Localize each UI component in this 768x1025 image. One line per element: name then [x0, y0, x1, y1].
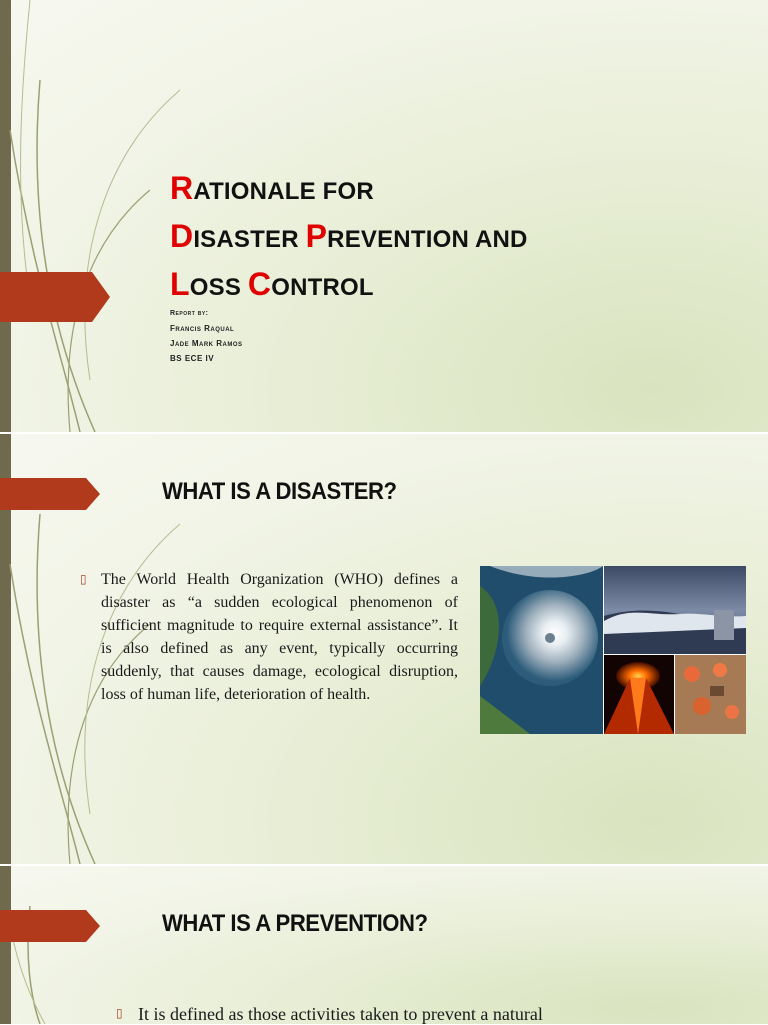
presentation-title: [170, 166, 528, 310]
prevention-definition-paragraph: It is defined as those activities taken to prevent a natural: [138, 1004, 543, 1024]
prevention-slide: [0, 866, 768, 1024]
report-by-label: Report by:: [170, 310, 209, 317]
tsunami-wave-image: [604, 566, 746, 654]
slide-heading: WHAT IS A DISASTER?: [162, 478, 397, 505]
title-line-1: RATIONALE FOR: [170, 170, 374, 206]
title-line-3: LOSS CONTROL: [170, 266, 374, 302]
decorative-swoosh-lines: [0, 866, 200, 1024]
reporter-block: [170, 306, 243, 366]
reporter-name-2: Jade Mark Ramos: [170, 339, 243, 348]
title-pointer-tag: [0, 272, 110, 322]
reporter-name-1: Francis Raqual: [170, 324, 235, 333]
course-label: BS ECE IV: [170, 354, 215, 363]
hollow-square-bullet-icon: ▯: [116, 1006, 123, 1020]
title-line-2: DISASTER PREVENTION AND: [170, 218, 528, 254]
hurricane-satellite-image: [480, 566, 603, 734]
rescue-workers-image: [675, 655, 746, 734]
disaster-definition-paragraph: The World Health Organization (WHO) defines a disaster as “a sudden ecological phenomenon of sufficient magnitude to require external assistance”. It is also defined as any event, typically occurring suddenly, that causes damage, ecological disruption, loss of human life, deterioration of health.: [101, 571, 458, 703]
hollow-square-bullet-icon: ▯: [80, 572, 87, 586]
heading-pointer-tag: [0, 478, 100, 510]
disaster-image-collage: [480, 566, 746, 734]
title-slide: [0, 0, 768, 432]
slide-heading: WHAT IS A PREVENTION?: [162, 910, 428, 937]
volcano-eruption-image: [604, 655, 674, 734]
heading-pointer-tag: [0, 910, 100, 942]
